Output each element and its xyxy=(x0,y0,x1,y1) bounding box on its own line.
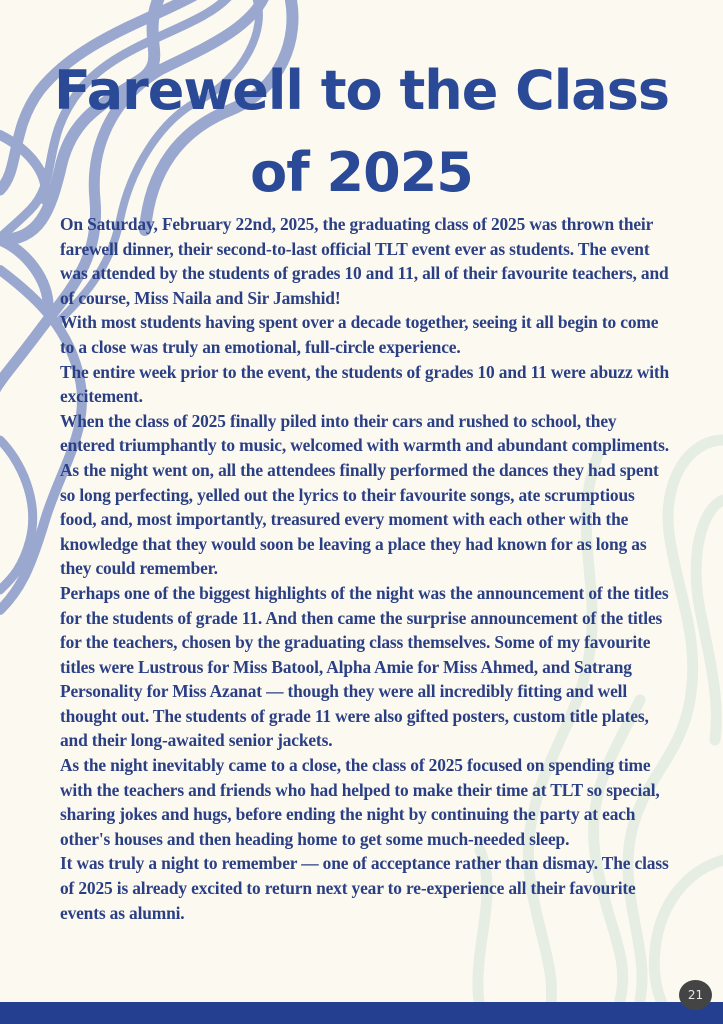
article-body xyxy=(60,212,670,925)
article-title xyxy=(0,50,723,214)
article-paragraph: It was truly a night to remember — one of acceptance rather than dismay. The class of 2025 is already excited to return next year to re-experience all their favourite events as alumni. xyxy=(60,853,669,923)
left-swirl-line xyxy=(0,240,48,310)
article-paragraph: As the night inevitably came to a close, the class of 2025 focused on spending time with the teachers and friends who had helped to make their time at TLT so special, sharing jokes and hugs, before ending the night by continuing the party at each other's houses and then heading home to get some much-needed sleep. xyxy=(60,755,660,849)
footer-bar xyxy=(0,1002,723,1024)
left-swirl-line xyxy=(0,440,33,590)
article-paragraph: Perhaps one of the biggest highlights of the night was the announcement of the titles for the students of grade 11. And then came the surprise announcement of the titles for the teachers, chosen by the graduating class themselves. Some of my favourite titles were Lustrous for Miss Batool, Alpha Amie for Miss Ahmed, and Satrang Personality for Miss Azanat — though they were all incredibly fitting and well thought out. The students of grade 11 were also gifted posters, custom title plates, and their long-awaited senior jackets. xyxy=(60,582,669,751)
title-line-1: Farewell to the Class xyxy=(53,59,669,122)
title-line-2: of 2025 xyxy=(250,141,473,204)
article-paragraph: When the class of 2025 finally piled into their cars and rushed to school, they entered triumphantly to music, welcomed with warmth and abundant compliments. As the night went on, all the attendees finally performed the dances they had spent so long perfecting, yelled out the lyrics to their favourite songs, ate scrumptious food, and, most importantly, treasured every moment with each other with the knowledge that they would soon be leaving a place they had known for as long as they could remember. xyxy=(60,410,669,579)
article-paragraph: The entire week prior to the event, the students of grades 10 and 11 were abuzz with excitement. xyxy=(60,361,670,407)
article-paragraph: On Saturday, February 22nd, 2025, the graduating class of 2025 was thrown their farewell dinner, their second-to-last official TLT event ever as students. The event was attended by the students of grades 10 and 11, all of their favourite teachers, and of course, Miss Naila and Sir Jamshid! xyxy=(60,214,669,308)
right-swirl-line xyxy=(696,500,723,740)
article-paragraph: With most students having spent over a decade together, seeing it all begin to come to a close was truly an emotional, full-circle experience. xyxy=(60,312,659,357)
page-number-badge: 21 xyxy=(679,980,712,1010)
